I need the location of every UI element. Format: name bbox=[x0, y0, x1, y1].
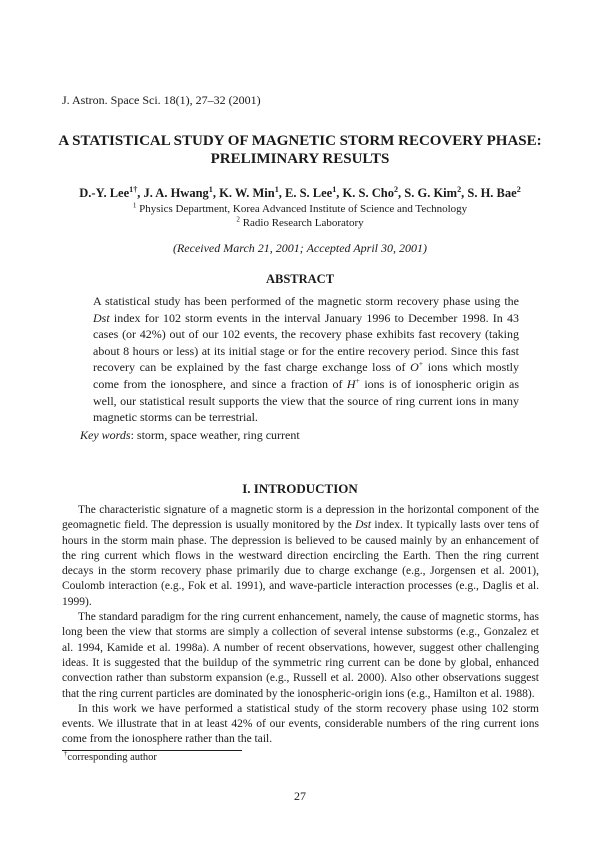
received-dates: (Received March 21, 2001; Accepted April 30, 2001) bbox=[172, 241, 428, 255]
keywords bbox=[80, 428, 540, 443]
intro-paragraph-3: In this work we have performed a statistical study of the storm recovery phase using 102 storm events. We illustrate that in at least 42% of our events, considerable numbers of the ring current ions come from the ionosphere rather than the tail. bbox=[62, 702, 539, 746]
intro-paragraph-2: The standard paradigm for the ring current enhancement, namely, the cause of magnetic storms, has long been the view that storms are simply a collection of several intense substorms (e.g., Gonzalez et al. 1994, Kamide et al. 1998a). A number of recent observations, however, suggest other challenging ideas. It is suggested that the buildup of the symmetric ring current can be done by global, enhanced convection rather than substorm expansion (e.g., Russell et al. 2000). Also other observations suggest that the ring current particles are dominated by the ionospheric-origin ions (e.g., Hamilton et al. 1988). bbox=[62, 611, 539, 700]
keywords-label: Key words bbox=[80, 428, 131, 442]
author-affiliation-mark: 1† bbox=[129, 184, 138, 194]
author-affiliation-mark: 2 bbox=[393, 184, 399, 194]
title-line-2: PRELIMINARY RESULTS bbox=[210, 151, 390, 167]
keywords-text: : storm, space weather, ring current bbox=[130, 428, 300, 442]
section-heading-introduction: I. INTRODUCTION bbox=[242, 481, 358, 496]
affiliation-text: Physics Department, Korea Advanced Institute of Science and Technology bbox=[139, 203, 468, 215]
author-name: S. G. Kim bbox=[404, 186, 458, 200]
affiliation-2 bbox=[40, 217, 560, 229]
author-list: D.-Y. Lee$^{1\dagger}$, J. A. Hwang$^1$, K. W. Min$^1$, E. S. Lee$^1$, K. S. Cho$^2$, S. G. Kim$^2$, S. H. Bae$^2$ bbox=[79, 184, 521, 200]
affiliation-1 bbox=[40, 203, 560, 215]
dst-symbol: Dst bbox=[93, 310, 110, 325]
author-name: E. S. Lee bbox=[285, 186, 333, 200]
author-name: J. A. Hwang bbox=[143, 186, 209, 200]
affiliation-text: Radio Research Laboratory bbox=[242, 217, 364, 229]
dst-symbol: Dst bbox=[355, 519, 372, 532]
abstract-body bbox=[93, 293, 519, 426]
footnote bbox=[64, 752, 157, 763]
hydrogen-ion-symbol: H bbox=[346, 376, 356, 391]
author-affiliation-mark: 2 bbox=[457, 184, 462, 194]
author-name: S. H. Bae bbox=[467, 186, 517, 200]
page-number: 27 bbox=[294, 789, 306, 803]
footnote-text: corresponding author bbox=[67, 752, 157, 763]
author-affiliation-mark: 1 bbox=[274, 184, 279, 194]
affiliation-mark: 1 bbox=[132, 201, 137, 210]
oxygen-ion-symbol: O bbox=[410, 360, 419, 375]
abstract-paragraph: A statistical study has been performed of the magnetic storm recovery phase using the Dst index for 102 storm events in the interval January 1996 to December 1998. In 43 cases (or 42%) out of our 102 events, the recovery phase exhibits fast recovery (taking about 8 hours or less) at its initial stage or for the entire recovery period. Since this fast recovery can be explained by the fast charge exchange loss of O+ ions which mostly come from the ionosphere, and since a fraction of H+ ions is of ionospheric origin as well, our statistical result supports the view that the source of ring current ions in many magnetic storms can be terrestrial. bbox=[93, 294, 519, 425]
journal-citation: J. Astron. Space Sci. 18(1), 27–32 (2001) bbox=[62, 93, 261, 107]
abstract-heading: ABSTRACT bbox=[265, 272, 335, 286]
author-affiliation-mark: 1 bbox=[332, 184, 337, 194]
footnote-mark: † bbox=[64, 750, 68, 758]
title-line-1: A STATISTICAL STUDY OF MAGNETIC STORM RECOVERY PHASE: bbox=[58, 133, 542, 149]
author-name: K. W. Min bbox=[219, 186, 275, 200]
footnote-divider bbox=[62, 750, 242, 751]
author-name: D.-Y. Lee bbox=[79, 186, 130, 200]
author-name: K. S. Cho bbox=[342, 186, 394, 200]
author-affiliation-mark: 1 bbox=[208, 184, 213, 194]
author-affiliation-mark: 2 bbox=[516, 184, 521, 194]
paper-title bbox=[40, 132, 560, 168]
introduction-body bbox=[62, 503, 539, 748]
affiliation-mark: 2 bbox=[236, 215, 240, 224]
intro-paragraph-1: The characteristic signature of a magnetic storm is a depression in the horizontal component of the geomagnetic field. The depression is usually monitored by the Dst index. It typically lasts over tens of hours in the storm main phase. The depression is believed to be caused mainly by an enhancement of the ring current which flows in the westward direction encircling the Earth. Then the ring current decays in the storm recovery phase primarily due to charge exchange (e.g., Jorgensen et al. 2001), Coulomb interaction (e.g., Fok et al. 1991), and wave-particle interaction processes (e.g., Daglis et al. 1999). bbox=[62, 504, 540, 608]
